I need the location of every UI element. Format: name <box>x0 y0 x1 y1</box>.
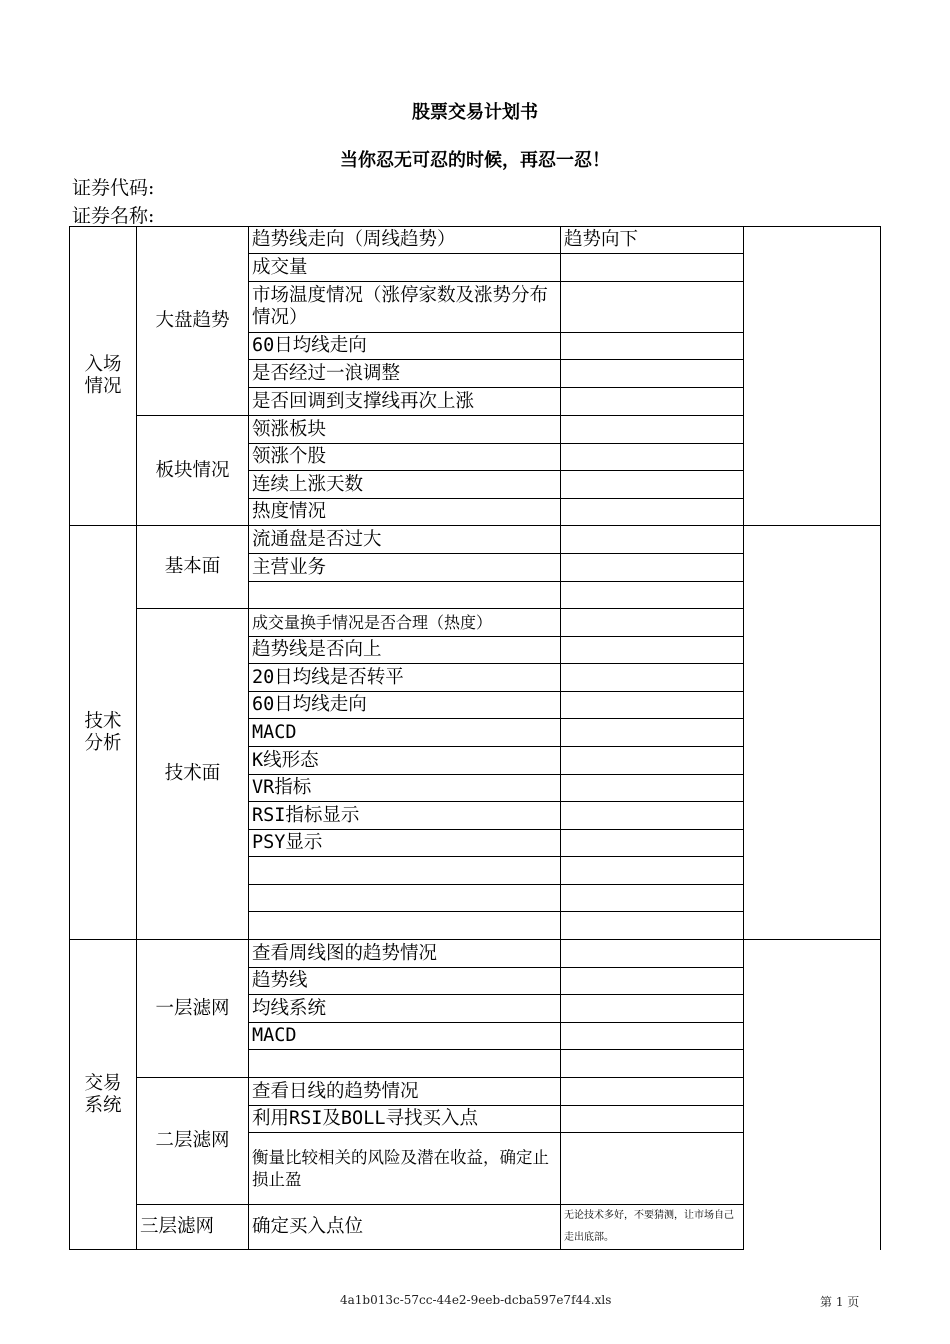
checklist-item: 确定买入点位 <box>249 1205 561 1250</box>
checklist-value[interactable] <box>561 692 744 719</box>
subsection-layer3: 三层滤网 <box>137 1205 249 1250</box>
checklist-item: MACD <box>249 719 561 747</box>
checklist-item: 20日均线是否转平 <box>249 664 561 692</box>
checklist-value[interactable] <box>561 1023 744 1050</box>
checklist-note: 无论技术多好，不要猜测，让市场自己走出底部。 <box>561 1205 744 1250</box>
checklist-item: 60日均线走向 <box>249 692 561 719</box>
subsection-fundamental: 基本面 <box>137 526 249 609</box>
checklist-item: VR指标 <box>249 775 561 802</box>
checklist-item: 是否经过一浪调整 <box>249 360 561 388</box>
checklist-item: 利用RSI及BOLL寻找买入点 <box>249 1106 561 1133</box>
checklist-item: 主营业务 <box>249 554 561 582</box>
checklist-value[interactable] <box>561 637 744 664</box>
checklist-item: 查看周线图的趋势情况 <box>249 940 561 968</box>
checklist-item <box>249 885 561 912</box>
notes-cell[interactable] <box>744 940 881 1250</box>
subsection-layer2: 二层滤网 <box>137 1078 249 1205</box>
notes-cell[interactable] <box>744 526 881 940</box>
checklist-value[interactable] <box>561 471 744 499</box>
checklist-value[interactable] <box>561 416 744 444</box>
section-trade-label: 交易 系统 <box>84 1072 122 1116</box>
checklist-value[interactable] <box>561 885 744 912</box>
trading-plan-table <box>69 226 881 1250</box>
checklist-value[interactable]: 趋势向下 <box>561 227 744 254</box>
checklist-value[interactable] <box>561 664 744 692</box>
checklist-item <box>249 1050 561 1078</box>
checklist-value[interactable] <box>561 444 744 471</box>
checklist-value[interactable] <box>561 1050 744 1078</box>
checklist-item <box>249 912 561 940</box>
checklist-value[interactable] <box>561 775 744 802</box>
checklist-item: PSY显示 <box>249 830 561 857</box>
checklist-value[interactable] <box>561 526 744 554</box>
checklist-value[interactable] <box>561 388 744 416</box>
checklist-item: 衡量比较相关的风险及潜在收益，确定止损止盈 <box>249 1133 561 1205</box>
checklist-item: 成交量 <box>249 254 561 282</box>
checklist-value[interactable] <box>561 912 744 940</box>
page-title: 股票交易计划书 <box>412 102 538 123</box>
checklist-item: 查看日线的趋势情况 <box>249 1078 561 1106</box>
section-trade <box>70 940 137 1250</box>
checklist-value[interactable] <box>561 747 744 775</box>
footer-filename: 4a1b013c-57cc-44e2-9eeb-dcba597e7f44.xls <box>340 1293 612 1307</box>
checklist-value[interactable] <box>561 609 744 637</box>
checklist-value[interactable] <box>561 499 744 526</box>
section-entry-label: 入场 情况 <box>84 354 122 397</box>
motto: 当你忍无可忍的时候，再忍一忍！ <box>340 150 610 171</box>
subsection-sector: 板块情况 <box>137 416 249 526</box>
checklist-value[interactable] <box>561 360 744 388</box>
checklist-value[interactable] <box>561 582 744 609</box>
checklist-item: 是否回调到支撑线再次上涨 <box>249 388 561 416</box>
section-tech-label: 技术 分析 <box>84 710 122 754</box>
checklist-value[interactable] <box>561 857 744 885</box>
section-entry <box>70 227 137 526</box>
checklist-item: 趋势线是否向上 <box>249 637 561 664</box>
checklist-item: 趋势线 <box>249 968 561 995</box>
checklist-item: 流通盘是否过大 <box>249 526 561 554</box>
checklist-item: 市场温度情况（涨停家数及涨势分布情况） <box>249 282 561 333</box>
checklist-value[interactable] <box>561 1106 744 1133</box>
checklist-value[interactable] <box>561 830 744 857</box>
security-code-label: 证券代码: <box>72 177 155 199</box>
checklist-value[interactable] <box>561 968 744 995</box>
checklist-item: RSI指标显示 <box>249 802 561 830</box>
section-tech <box>70 526 137 940</box>
checklist-value[interactable] <box>561 995 744 1023</box>
checklist-value[interactable] <box>561 719 744 747</box>
checklist-item: K线形态 <box>249 747 561 775</box>
checklist-item: 领涨个股 <box>249 444 561 471</box>
checklist-item: 成交量换手情况是否合理（热度） <box>249 609 561 637</box>
footer-page-number: 第 1 页 <box>820 1295 860 1309</box>
subsection-layer1: 一层滤网 <box>137 940 249 1078</box>
checklist-value[interactable] <box>561 1133 744 1205</box>
checklist-item <box>249 857 561 885</box>
checklist-value[interactable] <box>561 940 744 968</box>
checklist-item: 热度情况 <box>249 499 561 526</box>
checklist-value[interactable] <box>561 554 744 582</box>
checklist-item: MACD <box>249 1023 561 1050</box>
security-name-label: 证券名称: <box>72 205 155 227</box>
subsection-market-trend: 大盘趋势 <box>137 227 249 416</box>
checklist-value[interactable] <box>561 333 744 360</box>
checklist-item: 均线系统 <box>249 995 561 1023</box>
checklist-item: 领涨板块 <box>249 416 561 444</box>
checklist-value[interactable] <box>561 802 744 830</box>
checklist-item: 连续上涨天数 <box>249 471 561 499</box>
checklist-value[interactable] <box>561 282 744 333</box>
subsection-technical: 技术面 <box>137 609 249 940</box>
checklist-item <box>249 582 561 609</box>
notes-cell[interactable] <box>744 227 881 526</box>
checklist-value[interactable] <box>561 1078 744 1106</box>
checklist-item: 趋势线走向（周线趋势） <box>249 227 561 254</box>
checklist-item: 60日均线走向 <box>249 333 561 360</box>
checklist-value[interactable] <box>561 254 744 282</box>
